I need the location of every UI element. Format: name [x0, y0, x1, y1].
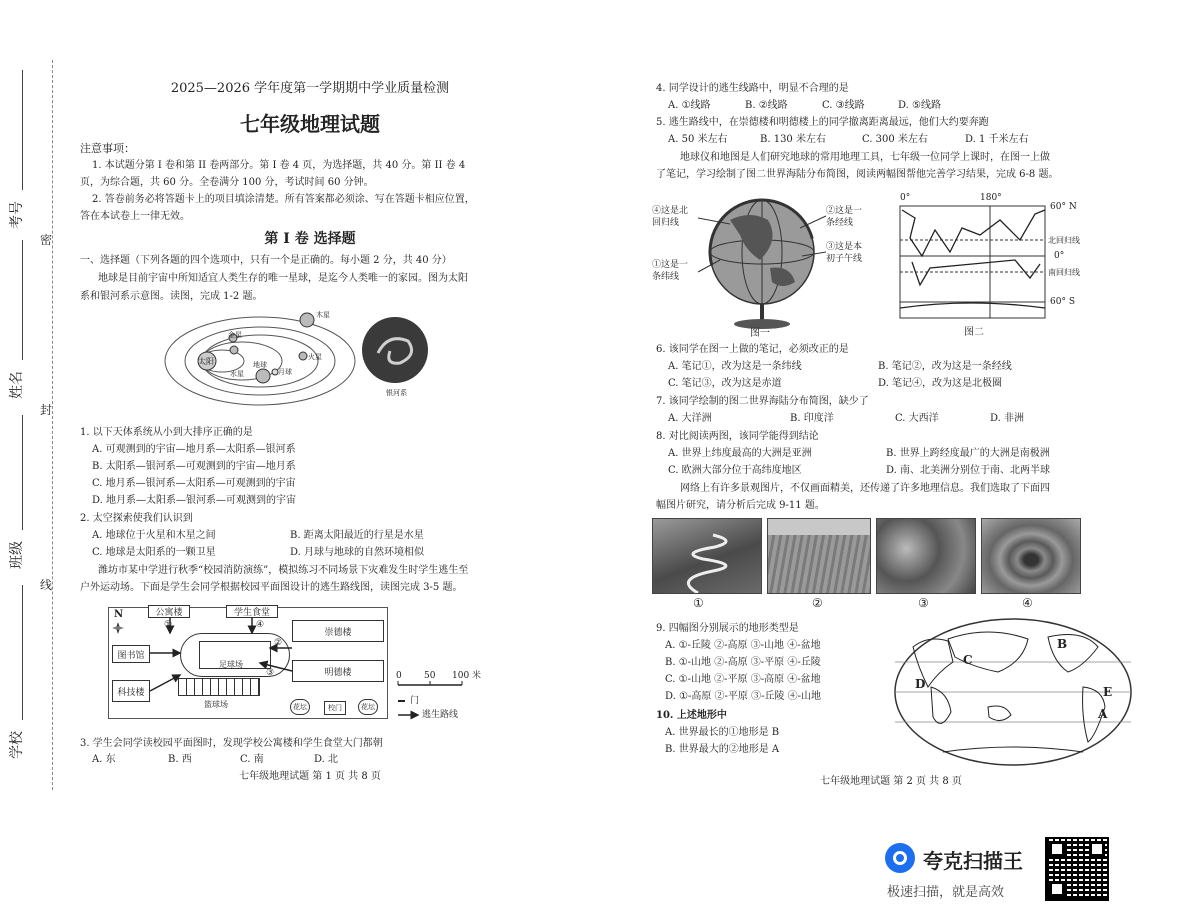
- escape-routes-svg: [100, 603, 495, 723]
- lon-0-label: 0°: [900, 193, 911, 203]
- scale-100: 100 米: [452, 671, 482, 681]
- note-2b: 答在本试卷上一律无效。: [80, 211, 190, 222]
- circle-3: ③: [266, 668, 275, 678]
- equator-label: 0°: [1054, 251, 1065, 261]
- map-label-b: B: [1057, 637, 1068, 651]
- q5-option-a: A. 50 米左右: [668, 134, 728, 145]
- q8-option-d: D. 南、北美洲分别位于南、北两半球: [886, 465, 1051, 476]
- lat-60n-label: 60° N: [1050, 202, 1077, 212]
- passage3-line2: 了笔记，学习绘制了图二世界海陆分布简图，阅读两幅图帮他完善学习结果，完成 6-8 题。: [656, 169, 1059, 180]
- q4-option-c: C. ③线路: [822, 100, 865, 111]
- q9-option-c: C. ①-山地 ②-平原 ③-高原 ④-盆地: [665, 674, 821, 685]
- q6-option-d: D. 笔记④，改为这是北极圈: [878, 378, 1003, 389]
- route-3: [260, 663, 292, 671]
- map-label-e: E: [1103, 685, 1113, 699]
- figure2-caption: 图二: [964, 327, 984, 338]
- sketch-map-figure: [880, 190, 1105, 340]
- scanner-slogan: 极速扫描，就是高效: [887, 885, 1005, 900]
- earth-label: 地球: [253, 361, 267, 369]
- mercury-label: 水星: [230, 370, 244, 378]
- note4-line2: 回归线: [652, 218, 680, 228]
- q7-option-b: B. 印度洋: [790, 413, 834, 424]
- map-label-c: C: [963, 653, 973, 667]
- q4-option-b: B. ②线路: [745, 100, 788, 111]
- photo-4-basin: [981, 518, 1081, 594]
- mars-shape: [299, 352, 307, 360]
- q1-option-d: D. 地月系—太阳系—银河系—可观测到的宇宙: [92, 495, 297, 506]
- q7-option-c: C. 大西洋: [895, 413, 939, 424]
- canteen-building: 学生食堂: [226, 605, 278, 618]
- seal-xian: 线: [40, 578, 53, 592]
- jupiter-shape: [300, 313, 314, 327]
- mingde-building: 明德楼: [292, 660, 384, 682]
- seal-feng: 封: [40, 403, 53, 417]
- q7-option-d: D. 非洲: [990, 413, 1025, 424]
- photo-2-plain: [767, 518, 871, 594]
- dorm-building: 公寓楼: [148, 605, 190, 618]
- q10-option-a: A. 世界最长的①地形是 B: [665, 727, 780, 738]
- note3-line2: 初子午线: [826, 254, 863, 264]
- name-label: 姓名: [9, 371, 25, 399]
- q6-stem: 6. 该同学在图一上做的笔记，必须改正的是: [656, 344, 849, 355]
- campus-map: [100, 603, 495, 723]
- q8-stem: 8. 对比阅读两图，该同学能得到结论: [656, 431, 819, 442]
- school-label: 学校: [9, 731, 25, 759]
- school-line: [22, 585, 23, 720]
- route-legend: 逃生路线: [422, 710, 459, 720]
- q3-option-a: A. 东: [92, 754, 116, 765]
- q3-option-c: C. 南: [240, 754, 264, 765]
- antarctica-outline: [900, 303, 1045, 308]
- sun-label: 太阳: [198, 357, 214, 366]
- note-1a: 1. 本试题分第 I 卷和第 II 卷两部分。第 I 卷 4 页，为选择题，共 40 分。第 II 卷 4: [92, 160, 466, 171]
- q5-option-b: B. 130 米左右: [760, 134, 826, 145]
- photo-3-caption: ③: [918, 596, 929, 610]
- circle-2: ②: [274, 638, 283, 648]
- note4-line1: ④这是北: [652, 206, 689, 216]
- q9-option-d: D. ①-高原 ②-平原 ③-丘陵 ④-山地: [665, 691, 822, 702]
- scanner-brand: 夸克扫描王: [923, 849, 1023, 873]
- galaxy-label: 银河系: [386, 389, 407, 397]
- moon-label: 月球: [278, 368, 292, 376]
- circle-4: ④: [256, 620, 265, 630]
- field-label: 足球场: [219, 660, 243, 669]
- q10-option-b: B. 世界最大的②地形是 A: [665, 744, 780, 755]
- q8-option-a: A. 世界上纬度最高的大洲是亚洲: [668, 448, 812, 459]
- q2-option-a: A. 地球位于火星和木星之间: [92, 530, 216, 541]
- route-tech: [150, 675, 180, 691]
- q1-option-b: B. 太阳系—银河系—可观测到的宇宙—地月系: [92, 461, 296, 472]
- map-label-a: A: [1098, 707, 1108, 721]
- section-intro: 一、选择题（下列各题的四个选项中，只有一个是正确的。每小题 2 分，共 40 分）: [80, 255, 452, 266]
- note2-line2: 条经线: [826, 218, 854, 228]
- q5-option-d: D. 1 千米左右: [965, 134, 1029, 145]
- q2-stem: 2. 太空探索使我们认识到: [80, 513, 193, 524]
- q3-option-b: B. 西: [168, 754, 192, 765]
- q6-option-c: C. 笔记③，改为这是赤道: [668, 378, 782, 389]
- q1-option-a: A. 可观测到的宇宙—地月系—太阳系—银河系: [92, 444, 296, 455]
- globe-figure: [650, 190, 875, 340]
- q7-option-a: A. 大洋洲: [668, 413, 712, 424]
- exam-no-label: 考号: [9, 201, 25, 229]
- q7-stem: 7. 该同学绘制的图二世界海陆分布简图，缺少了: [656, 396, 869, 407]
- passage1-line2: 系和银河系示意图。读图，完成 1-2 题。: [80, 291, 263, 302]
- earth-shape: [256, 369, 270, 383]
- q2-option-d: D. 月球与地球的自然环境相似: [290, 547, 425, 558]
- seal-mi: 密: [40, 233, 53, 247]
- lat-60s-label: 60° S: [1050, 297, 1075, 307]
- passage4-line2: 幅图片研究，请分析后完成 9-11 题。: [656, 500, 825, 511]
- passage2-line2: 户外运动场。下面是学生会同学根据校园平面图设计的逃生路线图，读图完成 3-5 题。: [80, 582, 463, 593]
- mars-label: 火星: [308, 353, 322, 361]
- map-frame: [900, 206, 1045, 318]
- note1-line2: 条纬线: [652, 272, 680, 282]
- court-label: 篮球场: [204, 700, 228, 709]
- note2-line1: ②这是一: [826, 206, 863, 216]
- passage4-line1: 网络上有许多景观图片，不仅画面精美，还传递了许多地理信息。我们选取了下面四: [680, 483, 1050, 494]
- circle-1: ①: [164, 620, 173, 630]
- name-line: [22, 240, 23, 360]
- q3-stem: 3. 学生会同学读校园平面图时，发现学校公寓楼和学生食堂大门都朝: [80, 738, 383, 749]
- scanner-watermark: [885, 835, 1185, 905]
- continent-outline-north: [902, 210, 1045, 256]
- class-label: 班级: [9, 541, 25, 569]
- exam-no-line: [22, 70, 23, 190]
- note3-line1: ③这是本: [826, 242, 863, 252]
- library-building: 图书馆: [112, 645, 150, 663]
- passage1-line1: 地球是目前宇宙中所知适宜人类生存的唯一星球，是迄今人类唯一的家园。图为太阳: [98, 273, 468, 284]
- scanner-logo-icon: [885, 843, 915, 873]
- q4-option-a: A. ①线路: [668, 100, 711, 111]
- photo-3-plateau: [876, 518, 976, 594]
- q9-option-a: A. ①-丘陵 ②-高原 ③-山地 ④-盆地: [665, 640, 821, 651]
- q2-option-c: C. 地球是太阳系的一颗卫星: [92, 547, 216, 558]
- garden-1: 花坛: [290, 699, 310, 715]
- photo-2-caption: ②: [812, 596, 823, 610]
- q8-option-c: C. 欧洲大部分位于高纬度地区: [668, 465, 802, 476]
- photo-1-caption: ①: [693, 596, 704, 610]
- note-1b: 页，为综合题，共 60 分。全卷满分 100 分，考试时间 60 分钟。: [80, 177, 374, 188]
- solar-system-figure: [150, 305, 440, 415]
- gate: 校门: [324, 701, 346, 715]
- note-2a: 2. 答卷前务必将答题卡上的项目填涂清楚。所有答案都必须涂、写在答题卡相应位置，: [92, 194, 475, 205]
- qr-code-icon: [1045, 837, 1109, 901]
- scale-0: 0: [396, 671, 402, 681]
- fold-line: [52, 60, 53, 790]
- notes-heading: 注意事项：: [80, 142, 135, 155]
- q3-option-d: D. 北: [314, 754, 339, 765]
- scale-50: 50: [424, 671, 436, 681]
- q4-option-d: D. ⑤线路: [898, 100, 941, 111]
- q1-option-c: C. 地月系—银河系—太阳系—可观测到的宇宙: [92, 478, 296, 489]
- q6-option-a: A. 笔记①，改为这是一条纬线: [668, 361, 802, 372]
- q2-option-b: B. 距离太阳最近的行星是水星: [290, 530, 424, 541]
- q5-option-c: C. 300 米左右: [862, 134, 928, 145]
- footer-page2: 七年级地理试题 第 2 页 共 8 页: [820, 776, 962, 787]
- tropic-s-label: 南回归线: [1048, 268, 1080, 277]
- passage3-line1: 地球仪和地图是人们研究地球的常用地理工具，七年级一位同学上课时，在图一上做: [680, 152, 1050, 163]
- q8-option-b: B. 世界上跨经度最广的大洲是南极洲: [886, 448, 1050, 459]
- q9-option-b: B. ①-山地 ②-高原 ③-平原 ④-丘陵: [665, 657, 821, 668]
- passage2-line1: 潍坊市某中学进行秋季“校园消防演练”，模拟练习不同场景下灾难发生时学生逃生至: [98, 565, 469, 576]
- tropic-n-label: 北回归线: [1048, 236, 1080, 245]
- figure1-caption: 图一: [750, 328, 770, 339]
- galaxy-shape: [362, 317, 428, 383]
- garden-2: 花坛: [358, 699, 378, 715]
- chongde-building: 崇德楼: [292, 620, 384, 642]
- q10-stem: 10. 上述地形中: [656, 710, 727, 721]
- exam-subtitle: 2025—2026 学年度第一学期期中学业质量检测: [170, 81, 450, 96]
- section-title: 第 I 卷 选择题: [264, 231, 356, 247]
- photo-4-caption: ④: [1022, 596, 1033, 610]
- exam-title: 七年级地理试题: [240, 112, 380, 136]
- jupiter-label: 木星: [316, 311, 330, 319]
- door-legend: 门: [410, 696, 420, 706]
- mercury-shape: [230, 346, 238, 354]
- north-arrow: N: [114, 609, 124, 620]
- venus-label: 金星: [228, 331, 242, 339]
- tech-building: 科技楼: [112, 680, 150, 702]
- q1-stem: 1. 以下天体系统从小到大排序正确的是: [80, 427, 253, 438]
- binding-margin: [0, 0, 60, 913]
- class-line: [22, 415, 23, 530]
- q6-option-b: B. 笔记②，改为这是一条经线: [878, 361, 1012, 372]
- note1-line1: ①这是一: [652, 260, 689, 270]
- footer-page1: 七年级地理试题 第 1 页 共 8 页: [239, 771, 381, 782]
- world-map: [893, 617, 1133, 767]
- photo-1-winding-road: [652, 518, 762, 594]
- lon-180-label: 180°: [980, 193, 1002, 203]
- map-label-d: D: [915, 677, 926, 691]
- q5-stem: 5. 逃生路线中，在崇德楼和明德楼上的同学撤离距离最远，他们大约要奔跑: [656, 117, 989, 128]
- q4-stem: 4. 同学设计的逃生线路中，明显不合理的是: [656, 83, 849, 94]
- q9-stem: 9. 四幅图分别展示的地形类型是: [656, 623, 799, 634]
- world-map-svg: [893, 617, 1133, 767]
